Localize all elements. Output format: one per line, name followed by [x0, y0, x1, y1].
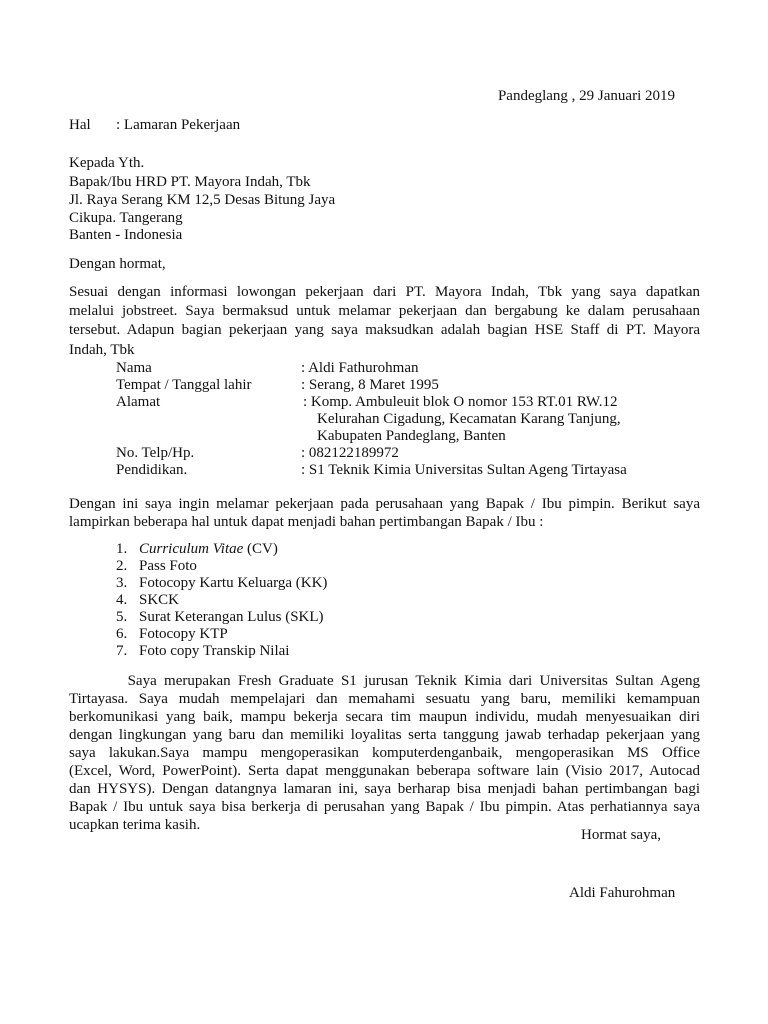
recipient-line: Bapak/Ibu HRD PT. Mayora Indah, Tbk [69, 174, 311, 190]
birth-value: : Serang, 8 Maret 1995 [301, 377, 439, 393]
recipient-line: Banten - Indonesia [69, 227, 183, 243]
closing-line: ucapkan terima kasih. [69, 817, 201, 833]
greeting: Dengan hormat, [69, 256, 166, 272]
apply-line: Dengan ini saya ingin melamar pekerjaan pada perusahaan yang Bapak / Ibu pimpin. Berikut saya [69, 496, 700, 512]
recipient-line: Kepada Yth. [69, 155, 145, 171]
address-label: Alamat [116, 394, 161, 410]
closing-line: Bapak / Ibu untuk saya bisa berkerja di perusahan yang Bapak / Ibu pimpin. Atas perhatiannya saya [69, 799, 700, 815]
address-value: Kabupaten Pandeglang, Banten [317, 428, 506, 444]
attachment-number: 3. [116, 575, 128, 591]
attachment-number: 2. [116, 558, 128, 574]
name-value: : Aldi Fathurohman [301, 360, 419, 376]
attachment-item: Surat Keterangan Lulus (SKL) [139, 609, 324, 625]
closing-line: (Excel, Word, PowerPoint). Serta dapat menggunakan beberapa software lain (Visio 2017, Autocad [69, 763, 700, 779]
letter-date: Pandeglang , 29 Januari 2019 [497, 88, 675, 104]
attachment-item: Pass Foto [139, 558, 197, 574]
phone-value: : 082122189972 [301, 445, 399, 461]
education-value: : S1 Teknik Kimia Universitas Sultan Ageng Tirtayasa [301, 462, 627, 478]
attachment-number: 7. [116, 643, 128, 659]
name-label: Nama [116, 360, 152, 376]
attachment-number: 5. [116, 609, 128, 625]
attachment-item: Foto copy Transkip Nilai [139, 643, 290, 659]
signature-name: Aldi Fahurohman [569, 885, 676, 901]
intro-line: Sesuai dengan informasi lowongan pekerjaan dari PT. Mayora Indah, Tbk yang saya dapatkan [69, 284, 700, 300]
attachment-item: Fotocopy Kartu Keluarga (KK) [139, 575, 328, 591]
closing-line: saya lakukan.Saya mampu mengoperasikan komputerdenganbaik, mengoperasikan MS Office [69, 745, 700, 761]
apply-line: lampirkan beberapa hal untuk dapat menjadi bahan pertimbangan Bapak / Ibu : [69, 514, 544, 530]
intro-line: Indah, Tbk [69, 342, 135, 358]
closing-line: Saya merupakan Fresh Graduate S1 jurusan Teknik Kimia dari Universitas Sultan Ageng [69, 673, 700, 689]
attachment-text: (CV) [243, 541, 278, 557]
closing-line: Tirtayasa. Saya mudah mempelajari dan memahami sesuatu yang baru, memiliki kemampuan [69, 691, 700, 707]
recipient-line: Jl. Raya Serang KM 12,5 Desas Bitung Jaya [69, 192, 336, 208]
closing-line: berkomunikasi yang baik, mampu bekerja secara tim maupun individu, mudah menyesuaikan diri [69, 709, 700, 725]
closing-line: dengan lingkungan yang baru dan memiliki loyalitas serta tanggung jawab terhadap pekerjaan yang [69, 727, 700, 743]
attachment-italic: Curriculum Vitae [139, 541, 244, 557]
attachment-item: Fotocopy KTP [139, 626, 228, 642]
intro-line: tersebut. Adapun bagian pekerjaan yang saya maksudkan adalah bagian HSE Staff di PT. Mayora [69, 322, 700, 338]
address-value: Kelurahan Cigadung, Kecamatan Karang Tanjung, [317, 411, 621, 427]
attachment-number: 6. [116, 626, 128, 642]
address-value: : Komp. Ambuleuit blok O nomor 153 RT.01 RW.12 [303, 394, 618, 410]
recipient-line: Cikupa. Tangerang [69, 210, 183, 226]
subject-label: Hal [69, 117, 91, 133]
education-label: Pendidikan. [116, 462, 188, 478]
subject-value: : Lamaran Pekerjaan [116, 117, 241, 133]
phone-label: No. Telp/Hp. [116, 445, 195, 461]
sign-off: Hormat saya, [581, 827, 661, 843]
birth-label: Tempat / Tanggal lahir [116, 377, 252, 393]
attachment-number: 4. [116, 592, 128, 608]
attachment-number: 1. [116, 541, 128, 557]
intro-line: melalui jobstreet. Saya bermaksud untuk melamar pekerjaan dan bergabung ke dalam perusahaan [69, 303, 700, 319]
attachment-item: SKCK [139, 592, 180, 608]
attachment-item [139, 541, 278, 558]
closing-line: dan HYSYS). Dengan datangnya lamaran ini, saya berharap bisa menjadi bahan pertimbangan bagi [69, 781, 700, 797]
